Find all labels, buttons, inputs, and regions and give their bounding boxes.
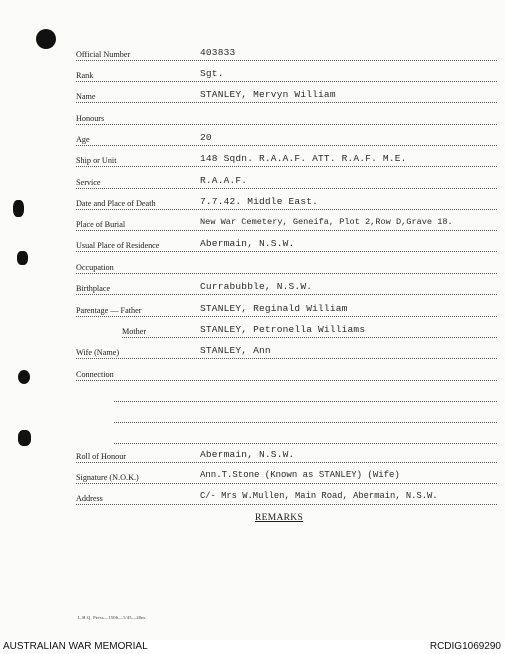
punch-hole xyxy=(17,251,28,265)
field-value: Ann.T.Stone (Known as STANLEY) (Wife) xyxy=(200,470,400,480)
field-value: Sgt. xyxy=(200,68,224,79)
punch-hole xyxy=(36,29,56,49)
field-value: Abermain, N.S.W. xyxy=(200,238,295,249)
field-label: Mother xyxy=(122,327,147,336)
field-label: Usual Place of Residence xyxy=(76,241,160,250)
field-value: C/- Mrs W.Mullen, Main Road, Abermain, N.S.W. xyxy=(200,491,438,501)
field-value: R.A.A.F. xyxy=(200,175,248,186)
field-row-date-place-death xyxy=(76,198,501,212)
field-label: Wife (Name) xyxy=(76,348,120,357)
field-label: Place of Burial xyxy=(76,220,126,229)
field-label: Ship or Unit xyxy=(76,156,117,165)
field-label: Service xyxy=(76,178,101,187)
field-row-honours xyxy=(76,113,501,127)
field-row-connection xyxy=(76,369,501,383)
field-label: Honours xyxy=(76,114,105,123)
field-row-name xyxy=(76,91,501,105)
field-row-mother xyxy=(76,326,501,340)
field-value: New War Cemetery, Geneifa, Plot 2,Row D,Grave 18. xyxy=(200,217,453,227)
field-row-roll-of-honour xyxy=(76,451,501,465)
field-row-ship-or-unit xyxy=(76,155,501,169)
field-value: STANLEY, Mervyn William xyxy=(200,89,336,100)
field-row-connection-line xyxy=(76,390,501,404)
field-row-wife xyxy=(76,347,501,361)
field-label: Roll of Honour xyxy=(76,452,127,461)
field-label: Name xyxy=(76,92,96,101)
field-label: Parentage — Father xyxy=(76,306,142,315)
field-value: STANLEY, Reginald William xyxy=(200,303,348,314)
field-label: Date and Place of Death xyxy=(76,199,156,208)
printer-imprint: L.H.Q. Press—1506—1/45—20m. xyxy=(78,615,147,620)
remarks-heading: REMARKS xyxy=(255,513,304,523)
archive-footer xyxy=(0,640,505,654)
field-label: Signature (N.O.K.) xyxy=(76,473,139,482)
field-label: Official Number xyxy=(76,50,131,59)
field-row-service xyxy=(76,177,501,191)
field-row-usual-residence xyxy=(76,240,501,254)
field-value: Currabubble, N.S.W. xyxy=(200,281,313,292)
punch-hole xyxy=(18,430,31,446)
field-row-occupation xyxy=(76,262,501,276)
field-row-signature-nok xyxy=(76,472,501,486)
field-value: 20 xyxy=(200,132,212,143)
punch-hole xyxy=(13,200,24,217)
field-label: Address xyxy=(76,494,103,503)
field-row-address xyxy=(76,493,501,507)
field-row-father xyxy=(76,305,501,319)
field-value: 148 Sqdn. R.A.A.F. ATT. R.A.F. M.E. xyxy=(200,153,407,164)
field-label: Age xyxy=(76,135,90,144)
field-value: 403833 xyxy=(200,47,236,58)
field-value: STANLEY, Petronella Williams xyxy=(200,324,366,335)
punch-hole xyxy=(18,370,30,384)
field-row-connection-line xyxy=(76,432,501,446)
field-label: Connection xyxy=(76,370,114,379)
field-row-rank xyxy=(76,70,501,84)
archive-reference: RCDIG1069290 xyxy=(429,641,501,652)
field-label: Rank xyxy=(76,71,94,80)
field-value: 7.7.42. Middle East. xyxy=(200,196,319,207)
field-row-official-number xyxy=(76,49,501,63)
field-value: STANLEY, Ann xyxy=(200,345,271,356)
field-value: Abermain, N.S.W. xyxy=(200,449,295,460)
field-label: Birthplace xyxy=(76,284,111,293)
field-row-connection-line xyxy=(76,411,501,425)
archive-name: AUSTRALIAN WAR MEMORIAL xyxy=(3,641,148,652)
field-row-place-of-burial xyxy=(76,219,501,233)
field-label: Occupation xyxy=(76,263,114,272)
field-row-age xyxy=(76,134,501,148)
field-row-birthplace xyxy=(76,283,501,297)
